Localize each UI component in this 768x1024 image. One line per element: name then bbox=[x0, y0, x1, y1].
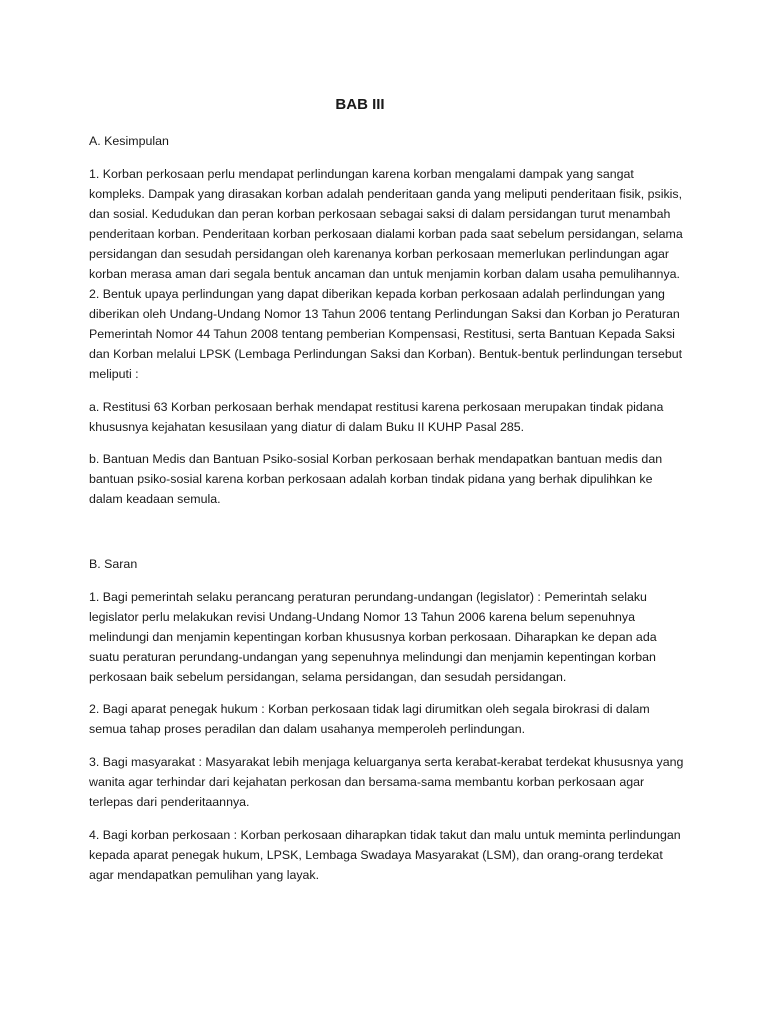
section-b-paragraph-1: 1. Bagi pemerintah selaku perancang peraturan perundang-undangan (legislator) : Pemerintah selaku legislator perlu melakukan revisi Undang-Undang Nomor 13 Tahun 2006 karena belum sepenuhnya melindungi dan menjamin kepentingan korban khususnya korban perkosaan. Diharapkan ke depan ada suatu peraturan perundang-undangan yang sepenuhnya melindungi dan menjamin kepentingan korban perkosaan baik sebelum persidangan, selama persidangan, dan sesudah persidangan. bbox=[89, 590, 657, 684]
section-b-heading: B. Saran bbox=[89, 557, 138, 571]
section-a-paragraph-3: b. Bantuan Medis dan Bantuan Psiko-sosial Korban perkosaan berhak mendapatkan bantuan medis dan bantuan psiko-sosial karena korban perkosaan adalah korban tindak pidana yang berhak dipulihkan ke dalam keadaan semula. bbox=[89, 452, 663, 506]
section-b-paragraph-2: 2. Bagi aparat penegak hukum : Korban perkosaan tidak lagi dirumitkan oleh segala birokrasi di dalam semua tahap proses peradilan dan dalam usahanya memperoleh perlindungan. bbox=[89, 702, 650, 736]
section-a-heading: A. Kesimpulan bbox=[89, 134, 169, 148]
section-a-paragraph-2: a. Restitusi 63 Korban perkosaan berhak mendapat restitusi karena perkosaan merupakan tindak pidana khususnya kejahatan kesusilaan yang diatur di dalam Buku II KUHP Pasal 285. bbox=[89, 400, 664, 434]
section-b-paragraph-4: 4. Bagi korban perkosaan : Korban perkosaan diharapkan tidak takut dan malu untuk meminta perlindungan kepada aparat penegak hukum, LPSK, Lembaga Swadaya Masyarakat (LSM), dan orang-orang terdekat agar mendapatkan pemulihan yang layak. bbox=[89, 828, 681, 882]
section-b-paragraph-3: 3. Bagi masyarakat : Masyarakat lebih menjaga keluarganya serta kerabat-kerabat terdekat khususnya yang wanita agar terhindar dari kejahatan perkosan dan bersama-sama membantu korban perkosaan agar terlepas dari penderitaannya. bbox=[89, 755, 684, 809]
section-a-paragraph-1: 1. Korban perkosaan perlu mendapat perlindungan karena korban mengalami dampak yang sangat kompleks. Dampak yang dirasakan korban adalah penderitaan ganda yang meliputi penderitaan fisik, psikis, dan sosial. Kedudukan dan peran korban perkosaan sebagai saksi di dalam persidangan turut menambah penderitaan korban. Penderitaan korban perkosaan dialami korban pada saat sebelum persidangan, selama persidangan dan sesudah persidangan oleh karenanya korban perkosaan memerlukan perlindungan agar korban merasa aman dari segala bentuk ancaman dan untuk menjamin korban dalam usaha pemulihannya. 2. Bentuk upaya perlindungan yang dapat diberikan kepada korban perkosaan adalah perlindungan yang diberikan oleh Undang-Undang Nomor 13 Tahun 2006 tentang Perlindungan Saksi dan Korban jo Peraturan Pemerintah Nomor 44 Tahun 2008 tentang pemberian Kompensasi, Restitusi, serta Bantuan Kepada Saksi dan Korban melalui LPSK (Lembaga Perlindungan Saksi dan Korban). Bentuk-bentuk perlindungan tersebut meliputi : bbox=[89, 167, 683, 381]
chapter-title: BAB III bbox=[335, 96, 385, 113]
